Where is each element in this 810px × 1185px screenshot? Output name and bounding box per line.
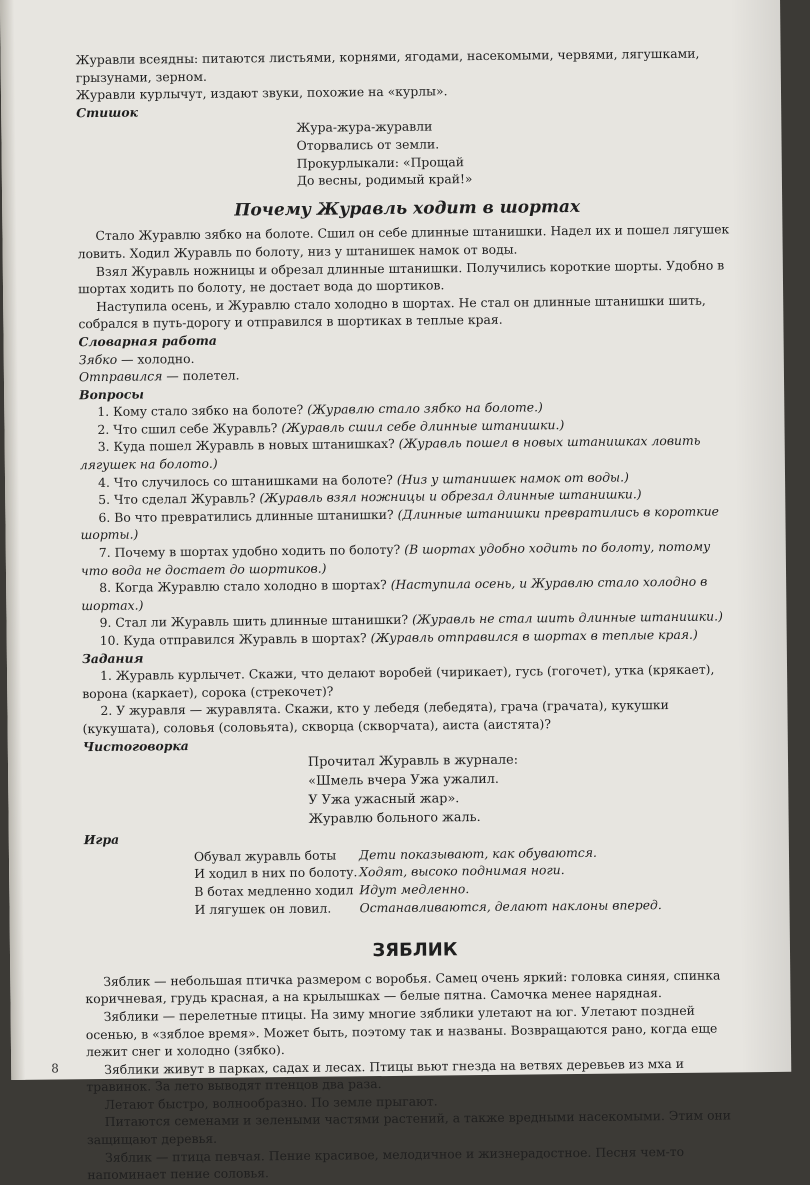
poem-line: Прокурлыкали: «Прощай — [296, 153, 465, 171]
question-item: 7. Почему в шортах удобно ходить по болоту? (В шортах удобно ходить по болоту, потому что вода не достает до шортиков.) — [80, 538, 711, 578]
story-paragraph: Наступила осень, и Журавлю стало холодно в шортах. Не стал он длинные штанишки шить, собрался в путь-дорогу и отправился в шортиках в теплые края. — [78, 292, 706, 332]
question-item: 9. Стал ли Журавль шить длинные штанишки? (Журавль не стал шить длинные штанишки.) — [99, 608, 723, 631]
game-row: Обувал журавль боты Дети показывают, как обуваются. — [193, 844, 598, 864]
intro-line-1: Журавли всеядны: питаются листьями, корнями, ягодами, насекомыми, червями, лягушками, грызунами, зерном. — [75, 45, 700, 85]
game-row: И ходил в них по болоту. Ходят, высоко поднимая ноги. — [194, 862, 565, 882]
poem-line: Оторвались от земли. — [296, 136, 440, 153]
vocab-heading: Словарная работа — [78, 332, 217, 350]
question-item: 10. Куда отправился Журавль в шортах? (Журавль отправился в шортах в теплые края.) — [99, 626, 698, 648]
question-item: 3. Куда пошел Журавль в новых штанишках? (Журавль пошел в новых штанишках ловить лягушек на болото.) — [79, 433, 701, 473]
question-item: 2. Что сшил себе Журавль? (Журавль сшил себе длинные штанишки.) — [97, 416, 565, 437]
task-item: 2. У журавля — журавлята. Скажи, кто у лебедя (лебедята), грача (грачата), кукушки (кукушата), соловья (соловьята), скворца (скворчата), аиста (аистята)? — [82, 697, 669, 737]
task-item: 1. Журавль курлычет. Скажи, что делают воробей (чирикает), гусь (гогочет), утка (крякает), ворона (каркает), сорока (стрекочет)? — [82, 661, 715, 701]
page-binding — [0, 0, 25, 1080]
twister-line: «Шмель вчера Ужа ужалил. — [308, 771, 500, 789]
section-paragraph: Зяблик — небольшая птичка размером с воробья. Самец очень яркий: головка синяя, спинка коричневая, грудь красная, а на крылышках — белые пятна. Самочка менее нарядная. — [85, 967, 721, 1007]
question-item: 6. Во что превратились длинные штанишки? (Длинные штанишки превратились в короткие шорты.) — [80, 503, 720, 543]
story-paragraph: Стало Журавлю зябко на болоте. Сшил он себе длинные штанишки. Надел их и пошел лягушек ловить. Ходил Журавль по болоту, низ у штанишек намок от воды. — [77, 221, 730, 262]
game-heading: Игра — [83, 831, 120, 848]
question-item: 5. Что сделал Журавль? (Журавль взял ножницы и обрезал длинные штанишки.) — [98, 486, 642, 508]
poem-line: Жура-жура-журавли — [296, 118, 433, 136]
game-row: И лягушек он ловил. Останавливаются, делают наклоны вперед. — [194, 896, 662, 917]
twister-line: У Ужа ужасный жар». — [308, 791, 460, 808]
tongue-twister-heading: Чистоговорка — [82, 737, 189, 754]
question-item: 1. Кому стало зябко на болоте? (Журавлю стало зябко на болоте.) — [97, 399, 543, 420]
question-item: 8. Когда Журавлю стало холодно в шортах? (Наступила осень, и Журавлю стало холодно в шортах.) — [81, 573, 708, 613]
question-item: 4. Что случилось со штанишками на болоте? (Низ у штанишек намок от воды.) — [97, 469, 629, 490]
page-content — [76, 44, 748, 1184]
poem-line: До весны, родимый край!» — [296, 171, 473, 189]
section-paragraph: Зяблики — перелетные птицы. На зиму многие зяблики улетают на юг. Улетают поздней осенью, в «зяблое время». Может быть, поэтому так и названы. Возвращаются рано, когда еще лежит снег и холодно (зябко). — [85, 1002, 718, 1060]
story-title: Почему Журавль ходит в шортах — [234, 196, 581, 221]
twister-line: Прочитал Журавль в журнале: — [307, 752, 519, 770]
game-table — [194, 842, 745, 918]
section-paragraph: Зяблик — птица певчая. Пение красивое, мелодичное и жизнерадостное. Песня чем-то напоминает пение соловья. — [87, 1143, 685, 1183]
section-paragraph: Зяблики живут в парках, садах и лесах. Птицы вьют гнезда на ветвях деревьев из мха и травинок. За лето выводят птенцов два раза. — [86, 1055, 684, 1095]
story-paragraph: Взял Журавль ножницы и обрезал длинные штанишки. Получились короткие шорты. Удобно в шортах ходить по болоту, не достает вода до шортиков. — [77, 256, 725, 297]
vocab-item: Зябко — холодно. — [78, 350, 195, 367]
section-title-zyablik: ЗЯБЛИК — [372, 939, 458, 962]
intro-line-2: Журавли курлычут, издают звуки, похожие на «курлы». — [75, 83, 448, 103]
twister-line: Журавлю больного жаль. — [308, 810, 481, 827]
tasks-heading: Задания — [81, 650, 144, 666]
questions-heading: Вопросы — [79, 386, 145, 402]
tongue-twister — [308, 748, 744, 829]
page-number: 8 — [51, 1061, 59, 1076]
vocab-item: Отправился — полетел. — [78, 367, 240, 385]
section-paragraph: Питаются семенами и зелеными частями растений, а также вредными насекомыми. Этим они защищают деревья. — [86, 1107, 732, 1148]
section-paragraph: Летают быстро, волнообразно. По земле прыгают. — [104, 1093, 438, 1112]
poem-heading: Стишок — [76, 104, 139, 120]
game-row: В ботах медленно ходил Идут медленно. — [194, 881, 470, 899]
poem — [296, 115, 737, 190]
questions-list — [79, 397, 742, 650]
